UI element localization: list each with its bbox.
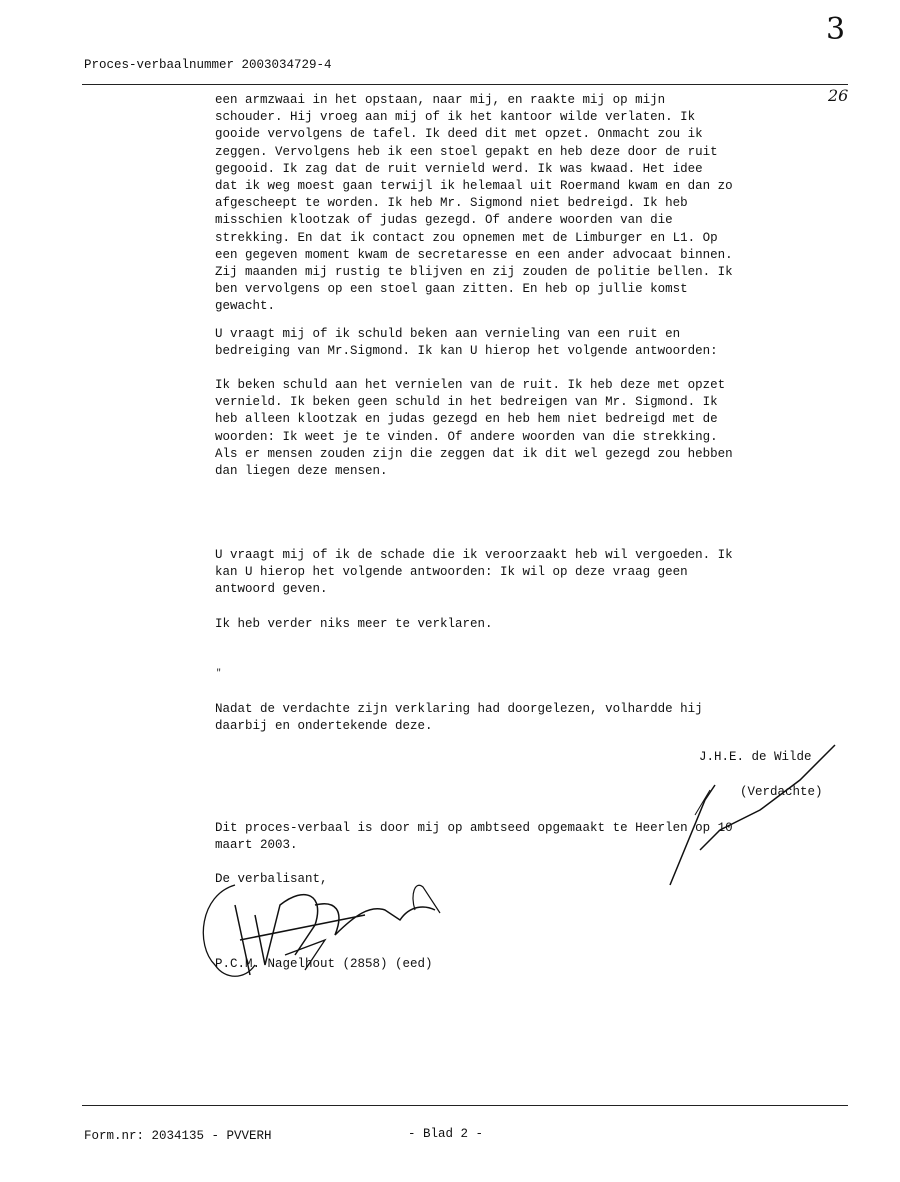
text-line: ben vervolgens op een stoel gaan zitten. En heb op jullie komst: [215, 282, 688, 297]
text-line: woorden: Ik weet je te vinden. Of andere woorden van die strekking.: [215, 429, 718, 444]
text-line: maart 2003.: [215, 838, 298, 853]
text-line: gewacht.: [215, 299, 276, 314]
text-line: U vraagt mij of ik de schade die ik veroorzaakt heb wil vergoeden. Ik: [215, 548, 733, 562]
text-line: bedreiging van Mr.Sigmond. Ik kan U hierop het volgende antwoorden:: [215, 344, 718, 359]
stray-mark: ": [216, 668, 222, 678]
paragraph-5: [215, 616, 493, 633]
text-line: een armzwaai in het opstaan, naar mij, en raakte mij op mijn: [215, 93, 666, 107]
suspect-role: (Verdachte): [740, 785, 823, 799]
text-line: afgescheept te worden. Ik heb Mr. Sigmond niet bedreigd. Ik heb: [215, 196, 688, 211]
margin-number: 26: [828, 86, 849, 105]
text-line: kan U hierop het volgende antwoorden: Ik wil op deze vraag geen: [215, 565, 688, 580]
text-line: Nadat de verdachte zijn verklaring had doorgelezen, volhardde hij: [215, 702, 703, 716]
text-line: Dit proces-verbaal is door mij op ambtseed opgemaakt te Heerlen op 10: [215, 821, 733, 835]
suspect-signature: [660, 740, 840, 890]
text-line: heb alleen klootzak en judas gezegd en heb hem niet bedreigd met de: [215, 412, 718, 427]
officer-label: De verbalisant,: [215, 872, 328, 886]
text-line: Ik heb verder niks meer te verklaren.: [215, 617, 493, 631]
text-line: een gegeven moment kwam de secretaresse en een ander advocaat binnen.: [215, 247, 733, 262]
header-title: Proces-verbaalnummer 2003034729-4: [84, 58, 332, 72]
paragraph-2: [215, 326, 718, 360]
suspect-name: J.H.E. de Wilde: [699, 750, 812, 764]
paragraph-1: [215, 92, 733, 316]
text-line: misschien klootzak of judas gezegd. Of andere woorden van die: [215, 213, 673, 228]
officer-signature: [195, 865, 455, 985]
text-line: daarbij en ondertekende deze.: [215, 719, 433, 734]
header-rule: [82, 84, 848, 85]
text-line: gooide vervolgens de tafel. Ik deed dit met opzet. Onmacht zou ik: [215, 127, 703, 142]
footer-page-label: - Blad 2 -: [408, 1127, 484, 1141]
text-line: dan liegen deze mensen.: [215, 464, 388, 479]
text-line: schouder. Hij vroeg aan mij of ik het kantoor wilde verlaten. Ik: [215, 110, 696, 125]
officer-name: P.C.M. Nagelhout (2858) (eed): [215, 957, 433, 971]
footer-form-number: Form.nr: 2034135 - PVVERH: [84, 1129, 272, 1143]
text-line: zeggen. Vervolgens heb ik een stoel gepakt en heb deze door de ruit: [215, 144, 718, 159]
text-line: antwoord geven.: [215, 582, 328, 597]
text-line: Als er mensen zouden zijn die zeggen dat ik dit wel gezegd zou hebben: [215, 446, 733, 461]
paragraph-6: [215, 701, 703, 735]
paragraph-3: [215, 377, 733, 480]
text-line: Ik beken schuld aan het vernielen van de ruit. Ik heb deze met opzet: [215, 378, 726, 392]
text-line: Zij maanden mij rustig te blijven en zij zouden de politie bellen. Ik: [215, 265, 733, 280]
text-line: strekking. En dat ik contact zou opnemen met de Limburger en L1. Op: [215, 230, 718, 245]
page-mark: 3: [826, 12, 846, 47]
text-line: vernield. Ik beken geen schuld in het bedreigen van Mr. Sigmond. Ik: [215, 395, 718, 410]
paragraph-7: [215, 820, 733, 854]
text-line: dat ik weg moest gaan terwijl ik helemaal uit Roermand kwam en dan zo: [215, 179, 733, 194]
footer-rule: [82, 1105, 848, 1106]
text-line: U vraagt mij of ik schuld beken aan vernieling van een ruit en: [215, 327, 681, 341]
paragraph-4: [215, 547, 733, 599]
text-line: gegooid. Ik zag dat de ruit vernield werd. Ik was kwaad. Het idee: [215, 161, 703, 176]
